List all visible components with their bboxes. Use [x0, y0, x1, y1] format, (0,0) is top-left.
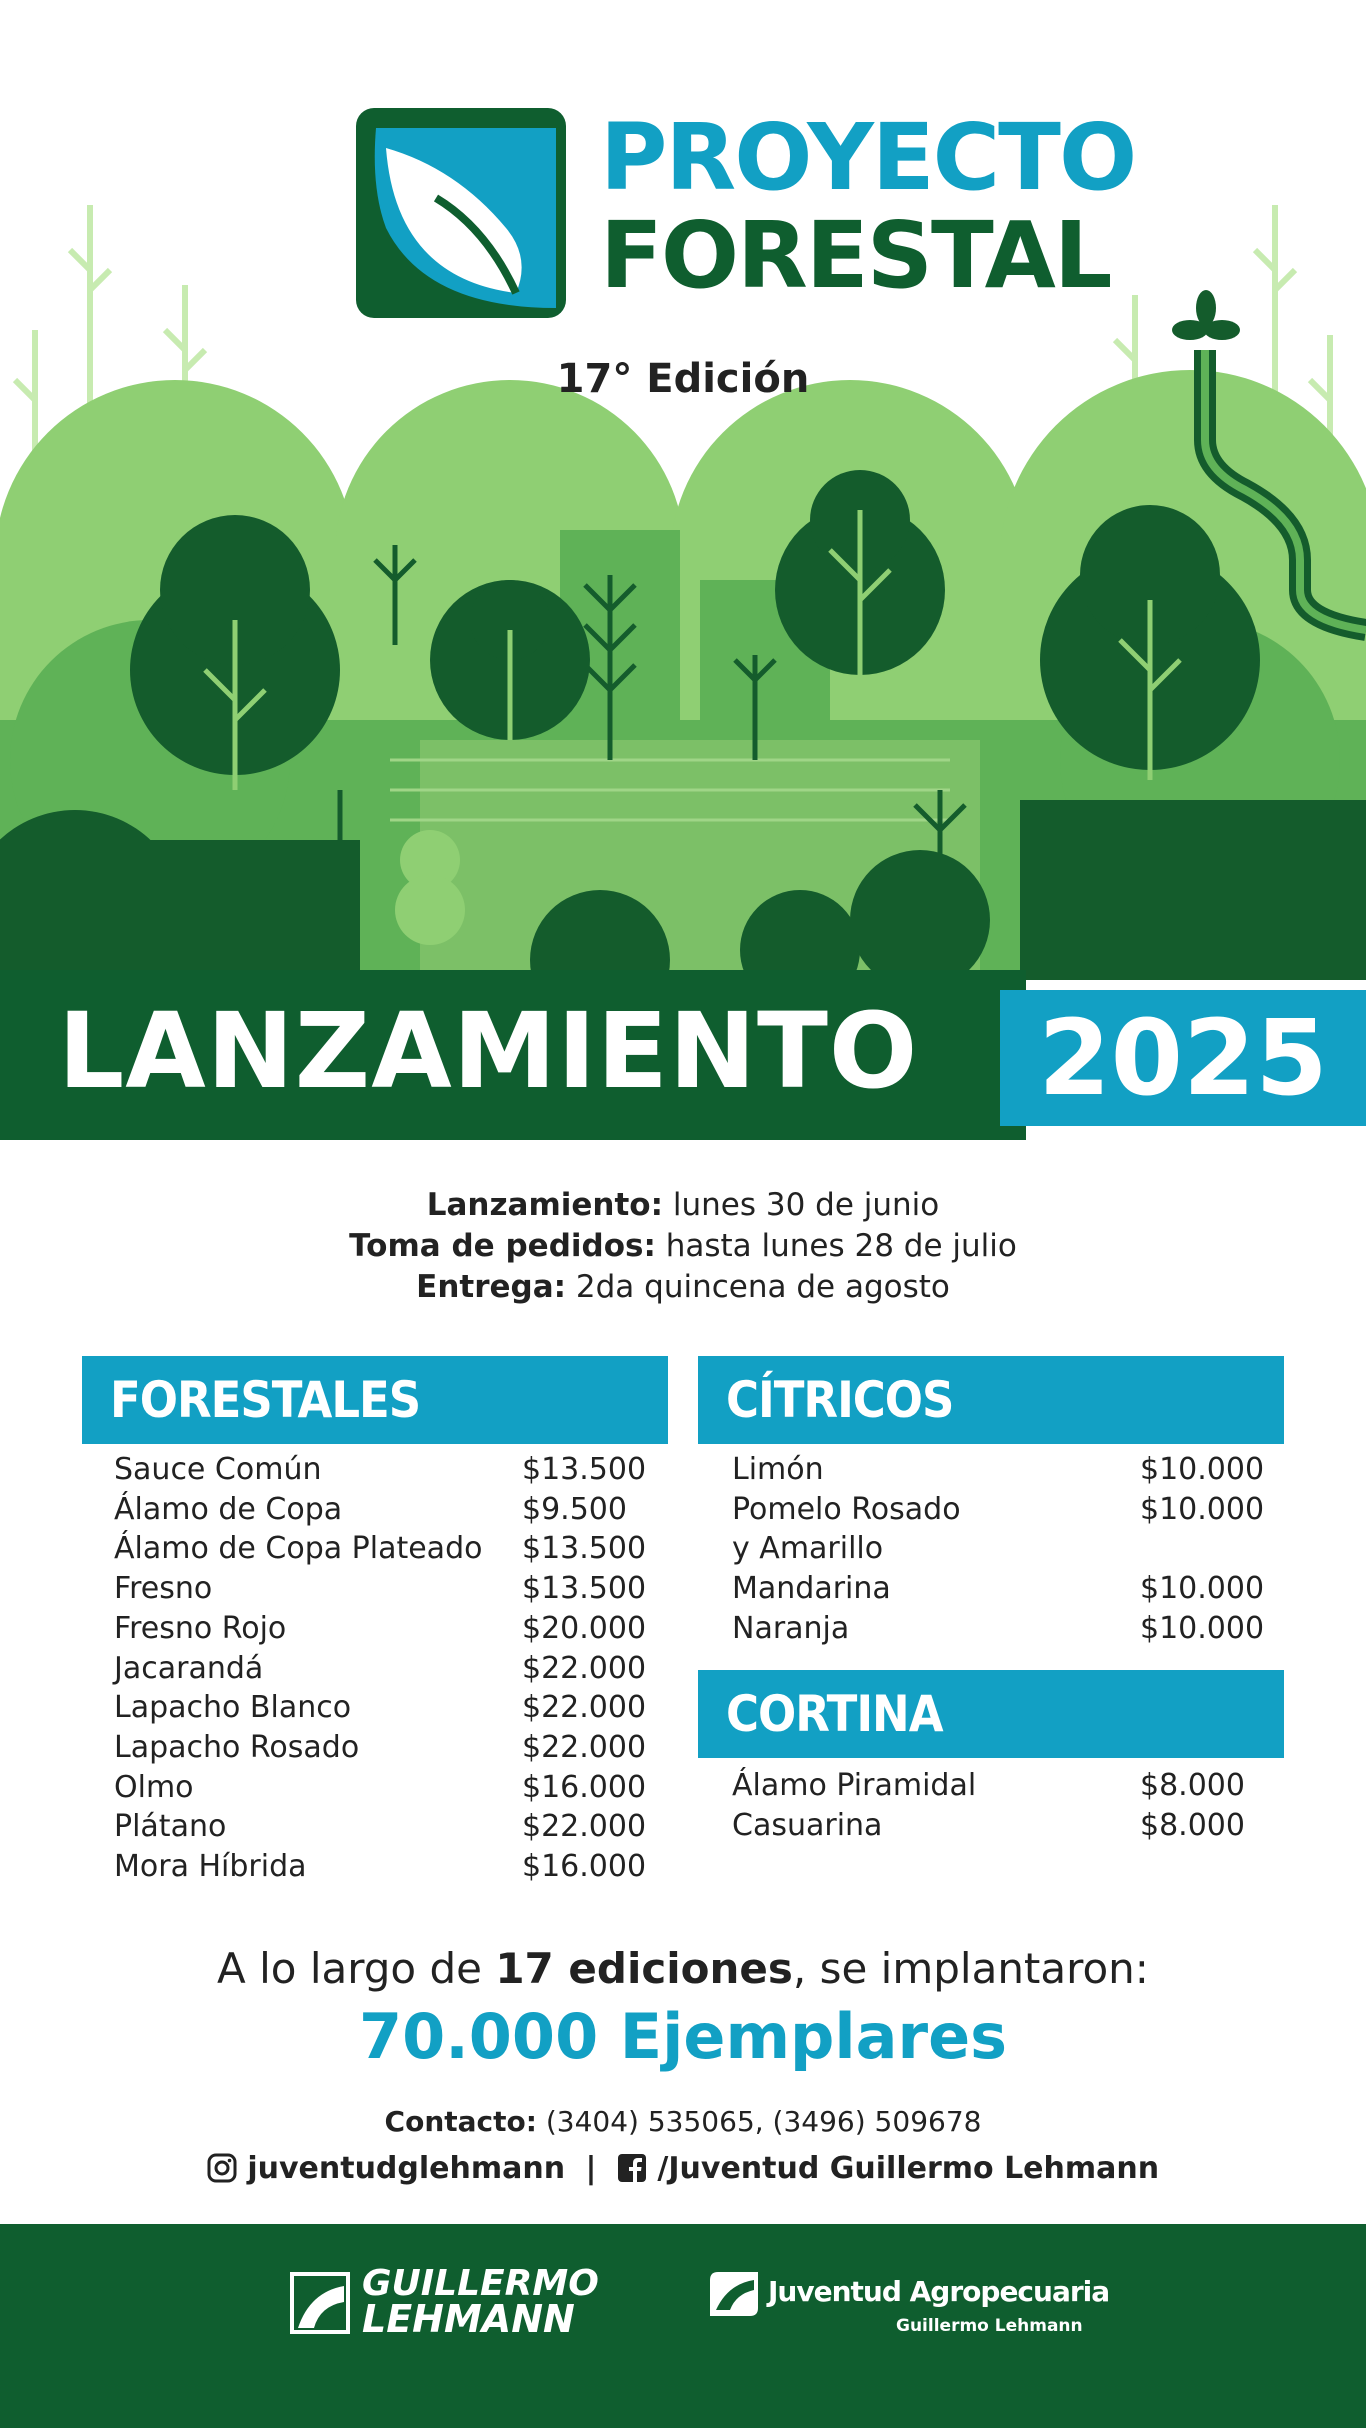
instagram-handle[interactable]: juventudglehmann — [247, 2151, 566, 2186]
forestales-item-name: Lapacho Blanco — [114, 1690, 352, 1726]
forestales-item-name: Fresno Rojo — [114, 1610, 287, 1646]
cortina-item-price: $8.000 — [1140, 1768, 1245, 1803]
citricos-item-name: Limón — [732, 1452, 824, 1487]
forestales-item-name: Álamo de Copa Plateado — [114, 1531, 483, 1567]
facebook-icon — [617, 2153, 647, 2183]
forestales-item-price: $22.000 — [522, 1690, 647, 1726]
forestales-item-price: $13.500 — [522, 1571, 647, 1607]
brand-title-line1: PROYECTO — [600, 104, 1136, 211]
forest-illustration — [0, 200, 1366, 980]
forestales-item-name: Olmo — [114, 1769, 194, 1805]
date-line-launch: Lanzamiento: lunes 30 de junio — [426, 1187, 940, 1223]
citricos-item-name: Naranja — [732, 1610, 850, 1646]
brand-title-line2: FORESTAL — [600, 202, 1111, 309]
forestales-item-name: Sauce Común — [114, 1452, 322, 1487]
forestales-item-price: $22.000 — [522, 1650, 647, 1686]
footer-logo1-line1: GUILLERMO — [362, 2263, 599, 2304]
footer-logo2-line2: Guillermo Lehmann — [896, 2316, 1083, 2336]
banner-year: 2025 — [1000, 990, 1366, 1126]
forestales-item-name: Mora Híbrida — [114, 1849, 307, 1884]
contact-line: Contacto: (3404) 535065, (3496) 509678 — [384, 2105, 982, 2138]
citricos-item-price: $10.000 — [1140, 1491, 1265, 1527]
forestales-item-price: $13.500 — [522, 1531, 647, 1567]
forestales-item-name: Lapacho Rosado — [114, 1729, 360, 1765]
cortina-item-price: $8.000 — [1140, 1807, 1245, 1843]
citricos-item-price: $10.000 — [1140, 1610, 1265, 1646]
forestales-item-name: Álamo de Copa — [114, 1491, 343, 1527]
forestales-item-price: $22.000 — [522, 1729, 647, 1765]
footer-logo2-line1: Juventud Agropecuaria — [768, 2275, 1110, 2308]
leaf-logo-icon — [356, 108, 566, 322]
citricos-header: CÍTRICOS — [698, 1356, 1284, 1444]
cortina-header: CORTINA — [698, 1670, 1284, 1758]
citricos-item-price: $10.000 — [1140, 1452, 1265, 1487]
footer-logo1-line2: LEHMANN — [362, 2297, 575, 2341]
summary-line: A lo largo de 17 ediciones, se implantaron: — [217, 1944, 1149, 1993]
forestales-item-name: Fresno — [114, 1571, 213, 1607]
facebook-page[interactable]: /Juventud Guillermo Lehmann — [657, 2151, 1160, 2186]
footer — [0, 2224, 1366, 2428]
date-line-delivery: Entrega: 2da quincena de agosto — [416, 1269, 950, 1305]
total-trees: 70.000 Ejemplares — [358, 2000, 1008, 2073]
edition-label: 17° Edición — [556, 356, 810, 402]
forestales-item-price: $16.000 — [522, 1849, 647, 1884]
citricos-item-name: Mandarina — [732, 1571, 891, 1607]
social-line — [0, 2151, 1366, 2186]
forestales-item-name: Jacarandá — [114, 1650, 264, 1686]
social-separator: | — [585, 2151, 597, 2186]
forestales-item-price: $13.500 — [522, 1452, 647, 1487]
banner-title: LANZAMIENTO — [58, 990, 919, 1112]
forestales-item-price: $9.500 — [522, 1491, 627, 1527]
instagram-icon — [207, 2153, 237, 2183]
date-line-orders: Toma de pedidos: hasta lunes 28 de julio — [349, 1228, 1017, 1264]
forestales-header: FORESTALES — [82, 1356, 668, 1444]
juventud-logo-icon — [708, 2270, 760, 2318]
guillermo-lehmann-logo-icon — [290, 2272, 350, 2334]
forestales-item-price: $22.000 — [522, 1809, 647, 1845]
cortina-item-name: Álamo Piramidal — [732, 1768, 977, 1803]
cortina-item-name: Casuarina — [732, 1807, 883, 1843]
citricos-item-name: Pomelo Rosado — [732, 1491, 961, 1527]
forestales-item-price: $16.000 — [522, 1769, 647, 1805]
citricos-item-name: y Amarillo — [732, 1531, 884, 1567]
citricos-item-price: $10.000 — [1140, 1571, 1265, 1607]
forestales-item-price: $20.000 — [522, 1610, 647, 1646]
forestales-item-name: Plátano — [114, 1809, 227, 1845]
